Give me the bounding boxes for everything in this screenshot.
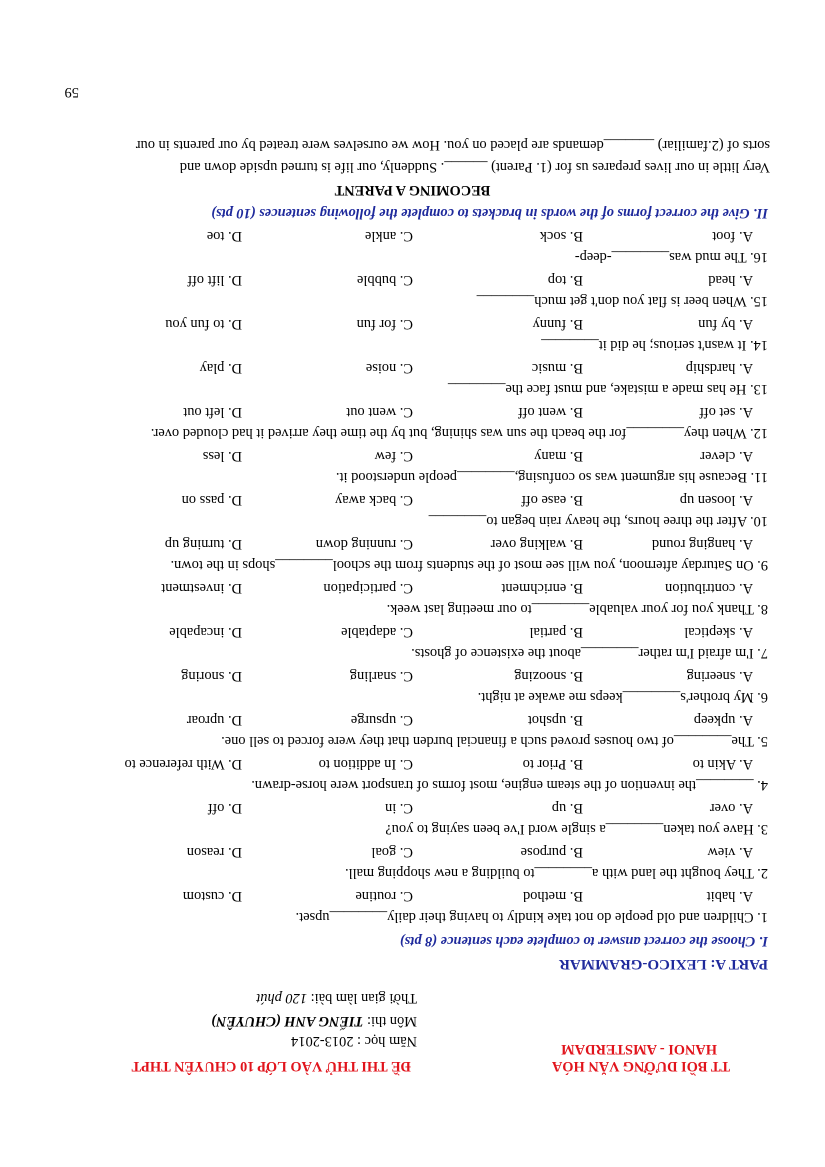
passage-line: sorts of (2.familiar) _______demands are placed on you. How we ourselves were treated by our parents in our [135, 137, 770, 153]
option-d: D. snoring [181, 668, 242, 684]
option-b: B. upshot [527, 712, 583, 728]
option-a: A. upkeep [693, 712, 753, 728]
option-a: A. set off [699, 404, 753, 420]
option-d: D. play [199, 360, 242, 376]
question-text: 11. Because his argument was so confusing,________people understood it. [335, 469, 768, 485]
option-a: A. hanging round [651, 536, 753, 552]
option-b: B. enrichment [501, 580, 583, 596]
question-text: 13. He has made a mistake, and must face the________ [447, 381, 768, 397]
option-c: C. routine [355, 888, 413, 904]
option-a: A. habit [706, 888, 753, 904]
option-a: A. sneering [686, 668, 753, 684]
section-1-title: I. Choose the correct answer to complete each sentence (8 pts) [399, 933, 768, 949]
question-text: 14. It wasn't serious; he did it________ [541, 337, 768, 353]
time-prefix: Thời gian làm bài: [307, 990, 417, 1006]
option-c: C. In addition to [318, 756, 413, 772]
option-c: C. for fun [356, 316, 413, 332]
question-text: 8. Thank you for your valuable________to our meeting last week. [386, 601, 768, 617]
option-d: D. reason [186, 844, 242, 860]
option-c: C. goal [371, 844, 413, 860]
option-c: C. noise [365, 360, 413, 376]
option-b: B. funny [532, 316, 583, 332]
time-value: 120 phút [256, 990, 308, 1006]
option-c: C. participation [323, 580, 413, 596]
subject-prefix: Môn thi: [363, 1013, 417, 1029]
option-b: B. Prior to [522, 756, 583, 772]
option-a: A. hardship [685, 360, 753, 376]
question-text: 9. On Saturday afternoon, you will see most of the students from the school________shops in the town. [170, 557, 768, 573]
question-text: 5. The________of two houses proved such a financial burden that they were forced to sell one. [221, 733, 768, 749]
option-a: A. head [708, 272, 753, 288]
option-d: D. custom [182, 888, 242, 904]
option-d: D. turning up [164, 536, 242, 552]
option-b: B. sock [539, 228, 583, 244]
question-text: 10. After the three hours, the heavy rain began to________ [428, 513, 768, 529]
option-d: D. uproar [186, 712, 242, 728]
option-d: D. investment [161, 580, 242, 596]
time-line [256, 990, 417, 1006]
option-b: B. music [531, 360, 583, 376]
option-d: D. With reference to [124, 756, 242, 772]
option-c: C. adaptable [341, 624, 413, 640]
option-b: B. ease off [521, 492, 583, 508]
option-c: C. snarling [349, 668, 413, 684]
question-text: 1. Children and old people do not take kindly to having their daily________upset. [295, 909, 768, 925]
option-a: A. contribution [665, 580, 753, 596]
question-text: 12. When they________for the beach the sun was shining, but by the time they arrived it had clouded over. [150, 425, 768, 441]
passage-title: BECOMING A PARENT [334, 182, 491, 198]
option-c: C. ankle [365, 228, 413, 244]
option-b: B. up [551, 800, 583, 816]
option-c: C. in [385, 800, 413, 816]
section-2-title: II. Give the correct forms of the words in brackets to complete the following sentences (10 pts) [211, 205, 768, 221]
option-b: B. top [547, 272, 583, 288]
option-d: D. left out [183, 404, 242, 420]
option-d: D. to fun you [165, 316, 242, 332]
option-a: A. Akin to [692, 756, 753, 772]
option-c: C. running down [315, 536, 413, 552]
option-d: D. less [202, 448, 242, 464]
option-d: D. lift off [187, 272, 242, 288]
option-a: A. clever [700, 448, 753, 464]
option-c: C. few [374, 448, 413, 464]
option-c: C. went out [346, 404, 413, 420]
passage-line: Very little in our lives prepares us for (1. Parent) ______. Suddenly, our life is turned upside down and [179, 159, 770, 175]
option-d: D. off [207, 800, 242, 816]
option-b: B. partial [529, 624, 583, 640]
school-year: Năm học : 2013-2014 [291, 1033, 417, 1049]
question-text: 7. I'm afraid I'm rather________about the existence of ghosts. [411, 645, 768, 661]
question-text: 3. Have you taken________a single word I've been saying to you? [385, 821, 768, 837]
part-a-title: PART A: LEXICO-GRAMMAR [559, 956, 768, 972]
option-a: A. foot [712, 228, 753, 244]
option-c: C. upsurge [350, 712, 413, 728]
option-c: C. back away [335, 492, 413, 508]
option-b: B. purpose [520, 844, 583, 860]
option-d: D. pass on [181, 492, 242, 508]
option-b: B. walking over [490, 536, 583, 552]
subject-value: TIẾNG ANH (CHUYÊN) [211, 1013, 364, 1029]
center-name: TT BỒI DƯỠNG VĂN HÓA [551, 1058, 730, 1074]
option-a: A. loosen up [679, 492, 753, 508]
subject-line [211, 1013, 417, 1029]
exam-title: ĐỀ THI THỬ VÀO LỚP 10 CHUYÊN THPT [131, 1058, 411, 1074]
option-b: B. went off [518, 404, 583, 420]
option-b: B. snoozing [514, 668, 583, 684]
page-number: 59 [64, 84, 79, 100]
option-d: D. toe [206, 228, 242, 244]
question-text: 16. The mud was________-deep- [574, 249, 768, 265]
option-c: C. bubble [357, 272, 413, 288]
option-a: A. view [707, 844, 753, 860]
option-a: A. by fun [698, 316, 753, 332]
question-text: 15. When beer is flat you don't get much________ [476, 293, 768, 309]
question-text: 2. They bought the land with a________to building a new shopping mall. [344, 865, 768, 881]
center-subname: HANOI - AMSTERDAM [561, 1041, 717, 1057]
option-a: A. over [709, 800, 753, 816]
option-b: B. many [534, 448, 583, 464]
question-text: 4. ________the invention of the steam engine, most forms of transport were horse-drawn. [251, 777, 768, 793]
option-a: A. skeptical [684, 624, 753, 640]
option-d: D. incapable [169, 624, 242, 640]
question-text: 6. My brother's________keeps me awake at night. [477, 689, 768, 705]
option-b: B. method [523, 888, 583, 904]
